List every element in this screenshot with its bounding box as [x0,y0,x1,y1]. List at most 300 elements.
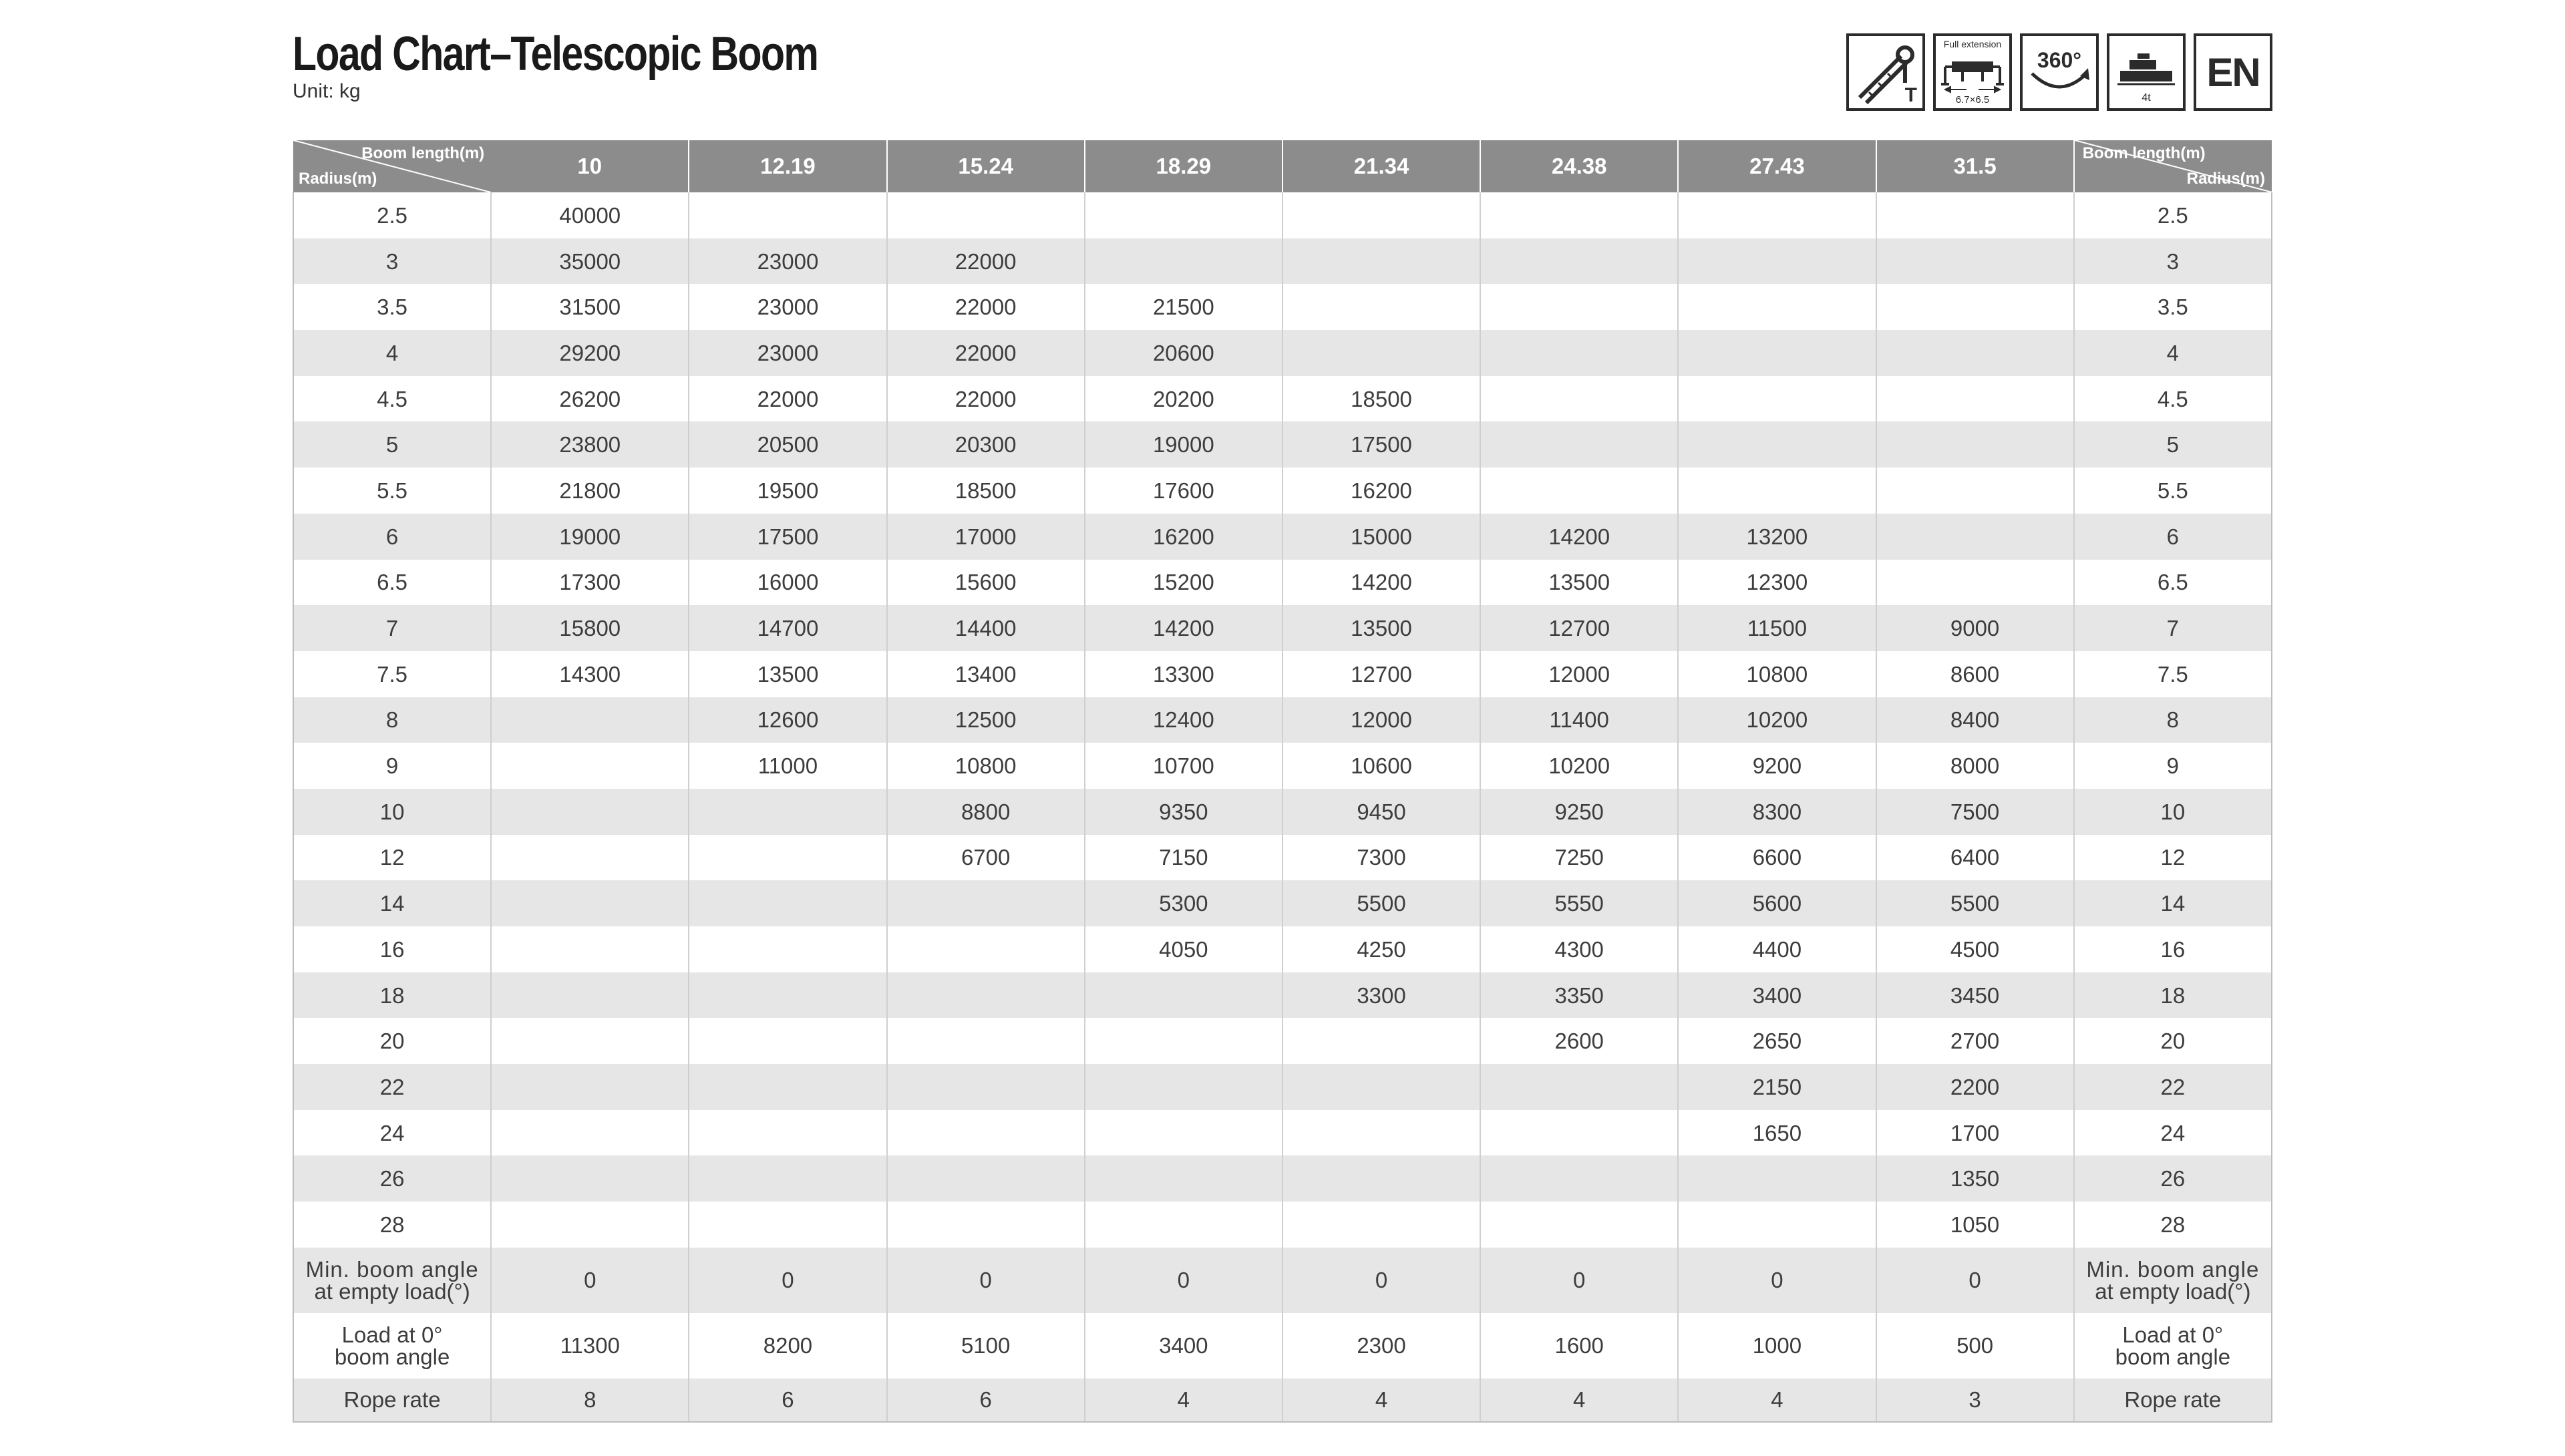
radius-cell-right: 8 [2074,697,2272,743]
load-value-cell: 11500 [1678,605,1876,651]
footer-value-cell: 8200 [689,1313,886,1379]
radius-cell-right: 24 [2074,1110,2272,1156]
radius-cell: 16 [293,926,491,972]
unit-label: Unit: kg [293,80,361,102]
load-value-cell: 1650 [1678,1110,1876,1156]
load-value-cell [887,192,1085,238]
load-value-cell: 10600 [1282,743,1480,789]
load-value-cell: 21500 [1085,284,1282,330]
load-value-cell [887,1202,1085,1248]
radius-cell-right: 18 [2074,972,2272,1019]
footer-row [293,1313,2272,1379]
radius-cell-right: 9 [2074,743,2272,789]
radius-cell: 7 [293,605,491,651]
spec-icons [1846,33,2272,111]
load-value-cell [1876,560,2074,606]
load-value-cell [887,1155,1085,1202]
load-value-cell [1480,1110,1678,1156]
footer-value-cell: 0 [1085,1248,1282,1313]
radius-cell: 5.5 [293,468,491,514]
load-value-cell: 8000 [1876,743,2074,789]
boom-length-header: 24.38 [1480,140,1678,192]
load-value-cell [887,972,1085,1019]
load-value-cell: 14400 [887,605,1085,651]
load-value-cell [491,1110,689,1156]
radius-cell: 2.5 [293,192,491,238]
load-value-cell: 5300 [1085,880,1282,926]
load-value-cell [1678,468,1876,514]
load-value-cell [1282,284,1480,330]
load-value-cell: 10800 [1678,651,1876,697]
footer-value-cell: 4 [1085,1379,1282,1422]
page-header [293,24,933,103]
load-value-cell: 16200 [1085,514,1282,560]
table-row [293,697,2272,743]
radius-cell: 3.5 [293,284,491,330]
load-value-cell [1085,1110,1282,1156]
load-value-cell: 4500 [1876,926,2074,972]
load-value-cell [1480,1202,1678,1248]
load-value-cell: 12400 [1085,697,1282,743]
load-value-cell: 15000 [1282,514,1480,560]
footer-value-cell: 4 [1282,1379,1480,1422]
table-row [293,1110,2272,1156]
load-value-cell: 20200 [1085,376,1282,422]
footer-label-line: Load at 0° [341,1322,443,1347]
load-value-cell: 8800 [887,789,1085,835]
load-value-cell: 12000 [1480,651,1678,697]
corner-right-radius-label: Radius(m) [2186,170,2265,188]
load-value-cell: 19500 [689,468,886,514]
boom-length-header: 12.19 [689,140,886,192]
load-value-cell: 20300 [887,421,1085,468]
load-value-cell: 29200 [491,330,689,376]
boom-length-header: 31.5 [1876,140,2074,192]
table-row [293,789,2272,835]
load-value-cell [491,1064,689,1110]
table-row [293,1064,2272,1110]
rotation-360-icon [2020,33,2099,111]
load-value-cell [1480,1064,1678,1110]
load-value-cell [491,1018,689,1064]
load-value-cell [887,880,1085,926]
boom-length-header: 18.29 [1085,140,1282,192]
load-value-cell: 1350 [1876,1155,2074,1202]
table-row [293,1202,2272,1248]
outrigger-span-caption: 6.7×6.5 [1955,94,1990,106]
footer-label-cell [293,1379,491,1422]
table-row [293,238,2272,285]
footer-value-cell: 6 [887,1379,1085,1422]
radius-cell-right: 5.5 [2074,468,2272,514]
load-value-cell: 13400 [887,651,1085,697]
load-value-cell: 6600 [1678,835,1876,881]
table-row [293,376,2272,422]
load-value-cell [689,192,886,238]
footer-label-line: Rope rate [343,1387,441,1413]
load-value-cell: 3450 [1876,972,2074,1019]
load-value-cell [1480,421,1678,468]
radius-cell-right: 3.5 [2074,284,2272,330]
load-value-cell [491,1155,689,1202]
load-value-cell: 8400 [1876,697,2074,743]
load-value-cell: 1050 [1876,1202,2074,1248]
telescopic-boom-icon [1846,33,1925,111]
footer-label-line: boom angle [334,1344,450,1369]
load-value-cell [1678,284,1876,330]
footer-value-cell: 0 [1678,1248,1876,1313]
footer-value-cell: 2300 [1282,1313,1480,1379]
load-value-cell: 3300 [1282,972,1480,1019]
footer-label-cell [293,1313,491,1379]
load-value-cell [491,1202,689,1248]
load-chart-body [293,192,2272,1422]
footer-label-line: Min. boom angle [2086,1256,2260,1282]
load-value-cell: 22000 [689,376,886,422]
load-value-cell: 12300 [1678,560,1876,606]
load-value-cell [491,743,689,789]
table-row [293,743,2272,789]
counterweight-icon [2107,33,2186,111]
radius-cell-right: 20 [2074,1018,2272,1064]
load-value-cell [1085,192,1282,238]
boom-length-header: 27.43 [1678,140,1876,192]
load-value-cell [689,1110,886,1156]
table-row [293,468,2272,514]
load-value-cell: 4250 [1282,926,1480,972]
load-value-cell: 3350 [1480,972,1678,1019]
load-value-cell: 7300 [1282,835,1480,881]
load-value-cell [1876,468,2074,514]
load-value-cell [1085,1064,1282,1110]
load-value-cell [491,880,689,926]
load-value-cell [1282,1064,1480,1110]
corner-left-radius-label: Radius(m) [299,170,377,188]
load-value-cell: 5600 [1678,880,1876,926]
load-value-cell: 3400 [1678,972,1876,1019]
load-value-cell: 15600 [887,560,1085,606]
radius-cell: 6 [293,514,491,560]
load-value-cell [1876,514,2074,560]
language-en-icon[interactable] [2194,33,2272,111]
table-row [293,972,2272,1019]
footer-value-cell: 3 [1876,1379,2074,1422]
footer-value-cell: 0 [689,1248,886,1313]
load-value-cell [1480,468,1678,514]
full-extension-caption: Full extension [1943,39,2002,49]
table-row [293,514,2272,560]
load-value-cell: 22000 [887,376,1085,422]
load-value-cell [1282,1110,1480,1156]
radius-cell: 3 [293,238,491,285]
radius-cell-right: 6 [2074,514,2272,560]
load-value-cell [1678,238,1876,285]
load-value-cell: 21800 [491,468,689,514]
load-value-cell [1678,421,1876,468]
load-value-cell: 13500 [1480,560,1678,606]
load-value-cell [1678,1202,1876,1248]
radius-cell: 28 [293,1202,491,1248]
load-value-cell: 4050 [1085,926,1282,972]
corner-header-right [2074,140,2272,192]
footer-label-cell-right [2074,1313,2272,1379]
load-value-cell: 2200 [1876,1064,2074,1110]
load-value-cell: 15800 [491,605,689,651]
load-value-cell [887,1064,1085,1110]
load-value-cell: 20500 [689,421,886,468]
load-value-cell: 17300 [491,560,689,606]
telescopic-letter: T [1904,84,1917,106]
footer-value-cell: 0 [887,1248,1085,1313]
radius-cell: 18 [293,972,491,1019]
load-value-cell: 14300 [491,651,689,697]
radius-cell-right: 4.5 [2074,376,2272,422]
radius-cell: 4.5 [293,376,491,422]
load-value-cell [887,1110,1085,1156]
load-value-cell [1282,192,1480,238]
load-value-cell: 16000 [689,560,886,606]
radius-cell-right: 14 [2074,880,2272,926]
load-value-cell: 13500 [1282,605,1480,651]
footer-value-cell: 1600 [1480,1313,1678,1379]
load-value-cell [491,926,689,972]
load-value-cell: 22000 [887,330,1085,376]
load-value-cell: 12700 [1282,651,1480,697]
footer-value-cell: 4 [1678,1379,1876,1422]
load-value-cell [1876,192,2074,238]
load-value-cell: 20600 [1085,330,1282,376]
load-value-cell [1282,238,1480,285]
load-value-cell [887,926,1085,972]
load-value-cell [1480,284,1678,330]
load-value-cell [689,1155,886,1202]
footer-value-cell: 11300 [491,1313,689,1379]
radius-cell-right: 2.5 [2074,192,2272,238]
radius-cell: 6.5 [293,560,491,606]
radius-cell-right: 4 [2074,330,2272,376]
load-value-cell: 23000 [689,238,886,285]
footer-value-cell: 0 [1876,1248,2074,1313]
footer-label-line: Rope rate [2124,1387,2222,1413]
load-value-cell: 12600 [689,697,886,743]
load-value-cell [1085,972,1282,1019]
load-value-cell: 26200 [491,376,689,422]
radius-cell-right: 16 [2074,926,2272,972]
load-value-cell: 23000 [689,284,886,330]
load-value-cell: 9200 [1678,743,1876,789]
load-value-cell: 5550 [1480,880,1678,926]
load-value-cell [1282,330,1480,376]
load-value-cell: 6700 [887,835,1085,881]
load-value-cell: 1700 [1876,1110,2074,1156]
load-value-cell [1876,376,2074,422]
load-value-cell: 18500 [887,468,1085,514]
table-row [293,605,2272,651]
load-value-cell: 14200 [1480,514,1678,560]
table-row [293,835,2272,881]
radius-cell-right: 7 [2074,605,2272,651]
footer-label-cell-right [2074,1379,2272,1422]
radius-cell-right: 28 [2074,1202,2272,1248]
footer-label-line: boom angle [2115,1344,2231,1369]
load-value-cell: 5500 [1876,880,2074,926]
radius-cell: 9 [293,743,491,789]
load-value-cell: 14200 [1085,605,1282,651]
radius-cell: 22 [293,1064,491,1110]
footer-value-cell: 3400 [1085,1313,1282,1379]
load-value-cell: 17000 [887,514,1085,560]
load-value-cell: 10200 [1480,743,1678,789]
radius-cell: 12 [293,835,491,881]
load-value-cell [1678,376,1876,422]
load-value-cell [689,789,886,835]
load-value-cell: 19000 [491,514,689,560]
footer-label-cell-right [2074,1248,2272,1313]
load-value-cell: 6400 [1876,835,2074,881]
load-value-cell [1480,238,1678,285]
outrigger-full-extension-icon [1933,33,2012,111]
load-value-cell [1876,330,2074,376]
load-value-cell: 8600 [1876,651,2074,697]
radius-cell: 20 [293,1018,491,1064]
load-value-cell [1282,1155,1480,1202]
load-value-cell [1085,1155,1282,1202]
footer-value-cell: 5100 [887,1313,1085,1379]
load-value-cell: 9350 [1085,789,1282,835]
load-value-cell [1085,1202,1282,1248]
load-value-cell [689,1018,886,1064]
load-value-cell: 31500 [491,284,689,330]
table-row [293,421,2272,468]
load-value-cell [1085,238,1282,285]
load-value-cell [491,972,689,1019]
load-value-cell [1480,330,1678,376]
footer-label-line: Load at 0° [2122,1322,2224,1347]
load-value-cell: 2150 [1678,1064,1876,1110]
load-value-cell: 11400 [1480,697,1678,743]
load-value-cell [689,835,886,881]
load-value-cell: 5500 [1282,880,1480,926]
radius-cell-right: 10 [2074,789,2272,835]
radius-cell-right: 6.5 [2074,560,2272,606]
table-row [293,926,2272,972]
footer-label-cell [293,1248,491,1313]
boom-length-header: 10 [491,140,689,192]
boom-length-header: 15.24 [887,140,1085,192]
footer-label-line: Min. boom angle [305,1256,479,1282]
corner-left-boom-label: Boom length(m) [361,144,485,162]
radius-cell-right: 3 [2074,238,2272,285]
footer-row [293,1248,2272,1313]
footer-row [293,1379,2272,1422]
load-value-cell [1480,376,1678,422]
load-value-cell [1678,192,1876,238]
load-value-cell: 35000 [491,238,689,285]
load-value-cell: 16200 [1282,468,1480,514]
footer-label-line: at empty load(°) [2095,1278,2251,1304]
load-value-cell [491,835,689,881]
load-value-cell: 14200 [1282,560,1480,606]
load-value-cell: 23800 [491,421,689,468]
load-value-cell: 17500 [1282,421,1480,468]
load-value-cell [689,1064,886,1110]
counterweight-caption: 4t [2142,92,2151,104]
footer-value-cell: 0 [1282,1248,1480,1313]
load-value-cell [887,1018,1085,1064]
load-value-cell: 22000 [887,238,1085,285]
footer-value-cell: 8 [491,1379,689,1422]
load-value-cell: 14700 [689,605,886,651]
load-value-cell: 9450 [1282,789,1480,835]
load-value-cell: 17600 [1085,468,1282,514]
load-value-cell: 9000 [1876,605,2074,651]
radius-cell: 24 [293,1110,491,1156]
load-value-cell [1480,192,1678,238]
table-row [293,330,2272,376]
load-value-cell [1876,421,2074,468]
load-value-cell: 13300 [1085,651,1282,697]
radius-cell-right: 7.5 [2074,651,2272,697]
load-value-cell: 18500 [1282,376,1480,422]
load-chart-table [293,140,2272,1423]
load-value-cell [1678,1155,1876,1202]
radius-cell: 10 [293,789,491,835]
rotation-caption: 360° [2037,48,2082,72]
load-value-cell: 10800 [887,743,1085,789]
table-row [293,1155,2272,1202]
load-value-cell: 7250 [1480,835,1678,881]
table-row [293,192,2272,238]
radius-cell-right: 26 [2074,1155,2272,1202]
load-value-cell: 7150 [1085,835,1282,881]
load-value-cell: 10200 [1678,697,1876,743]
footer-value-cell: 6 [689,1379,886,1422]
table-row [293,1018,2272,1064]
load-value-cell [1678,330,1876,376]
radius-cell: 8 [293,697,491,743]
footer-label-line: at empty load(°) [314,1278,470,1304]
radius-cell: 7.5 [293,651,491,697]
corner-right-boom-label: Boom length(m) [2082,144,2206,162]
page-title: Load Chart–Telescopic Boom [293,27,818,81]
load-value-cell: 12000 [1282,697,1480,743]
load-value-cell: 13200 [1678,514,1876,560]
load-value-cell [1085,1018,1282,1064]
language-label: EN [2206,49,2260,95]
load-value-cell [1876,238,2074,285]
load-value-cell [1876,284,2074,330]
table-header-row [293,140,2272,192]
footer-value-cell: 4 [1480,1379,1678,1422]
load-value-cell: 40000 [491,192,689,238]
load-value-cell [1282,1018,1480,1064]
load-value-cell: 19000 [1085,421,1282,468]
load-value-cell: 4400 [1678,926,1876,972]
load-value-cell [1282,1202,1480,1248]
load-value-cell: 2700 [1876,1018,2074,1064]
load-value-cell [1480,1155,1678,1202]
load-value-cell: 13500 [689,651,886,697]
load-value-cell: 15200 [1085,560,1282,606]
load-value-cell: 17500 [689,514,886,560]
table-row [293,651,2272,697]
load-value-cell: 23000 [689,330,886,376]
load-value-cell [689,1202,886,1248]
load-value-cell: 10700 [1085,743,1282,789]
table-row [293,560,2272,606]
footer-value-cell: 0 [491,1248,689,1313]
load-value-cell: 2650 [1678,1018,1876,1064]
